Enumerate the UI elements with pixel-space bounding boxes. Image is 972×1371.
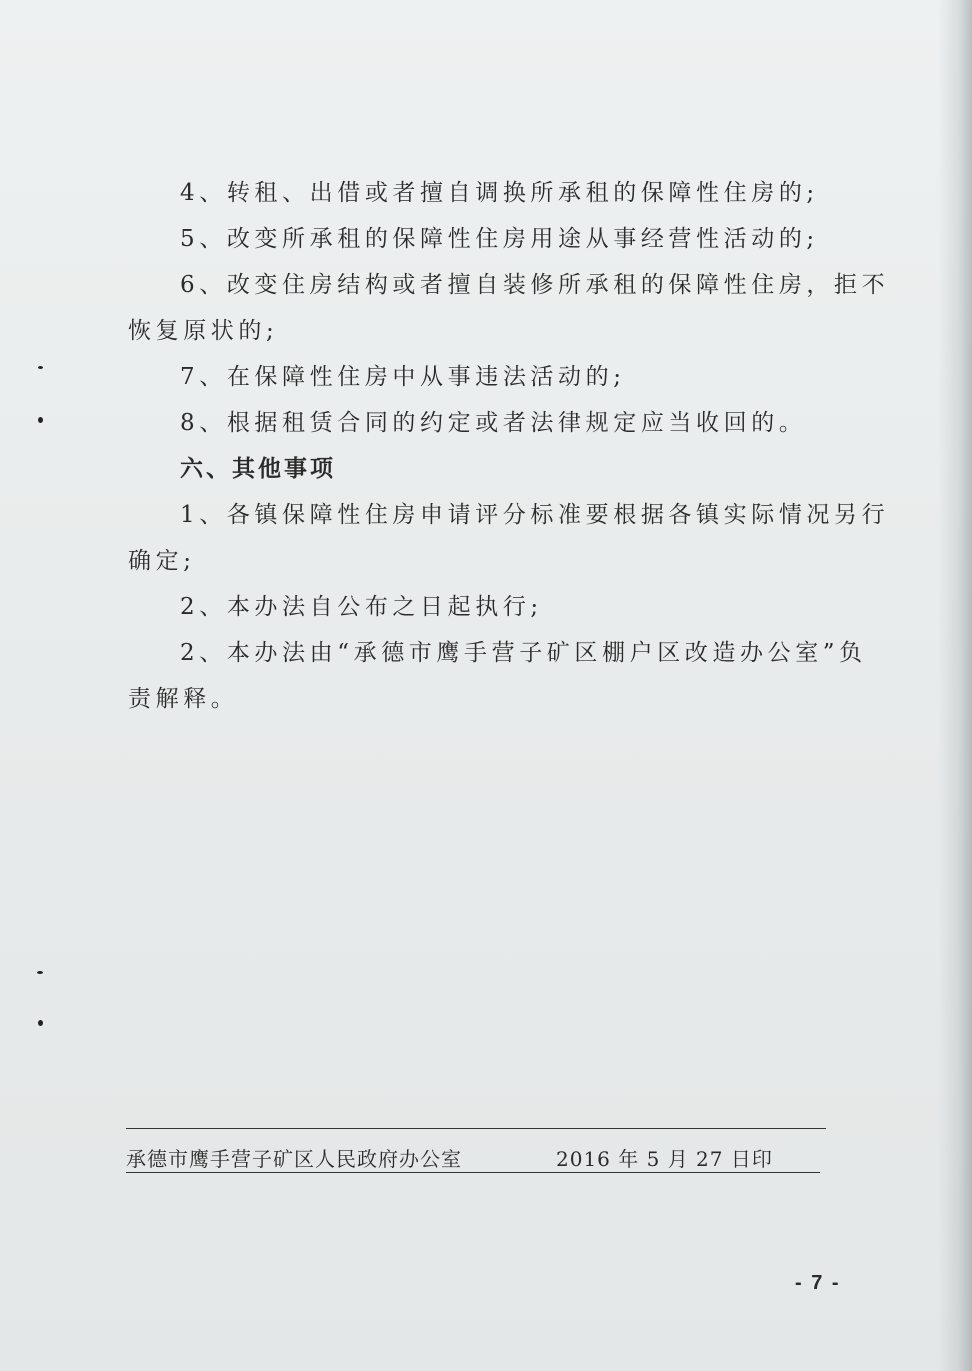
clause-line-continuation: 责解释。 [128, 686, 239, 712]
page-edge-shadow [938, 0, 972, 1371]
footer-bottom-rule [126, 1172, 820, 1173]
binding-mark [37, 971, 43, 974]
document-body [128, 178, 890, 730]
clause-line-continuation: 确定; [128, 548, 196, 574]
clause-line: 5、改变所承租的保障性住房用途从事经营性活动的; [180, 226, 819, 252]
page-number: - 7 - [795, 1272, 841, 1294]
clause-line: 2、本办法自公布之日起执行; [180, 594, 543, 620]
clause-line: 4、转租、出借或者擅自调换所承租的保障性住房的; [180, 180, 819, 206]
issuer-name: 承德市鹰手营子矿区人民政府办公室 [126, 1147, 462, 1171]
binding-mark [38, 1020, 43, 1026]
section-heading: 六、其他事项 [180, 455, 336, 482]
clause-line: 7、在保障性住房中从事违法活动的; [180, 364, 626, 390]
print-date: 2016 年 5 月 27 日印 [556, 1147, 773, 1171]
clause-line: 6、改变住房结构或者擅自装修所承租的保障性住房，拒不 [180, 272, 890, 298]
footer-top-rule [126, 1128, 826, 1129]
clause-line: 2、本办法由“承德市鹰手营子矿区棚户区改造办公室”负 [180, 640, 867, 666]
binding-mark [38, 366, 43, 369]
clause-line: 1、各镇保障性住房申请评分标准要根据各镇实际情况另行 [180, 502, 890, 528]
clause-line: 8、根据租赁合同的约定或者法律规定应当收回的。 [180, 410, 807, 436]
clause-line-continuation: 恢复原状的; [128, 318, 279, 344]
binding-mark [38, 417, 43, 423]
